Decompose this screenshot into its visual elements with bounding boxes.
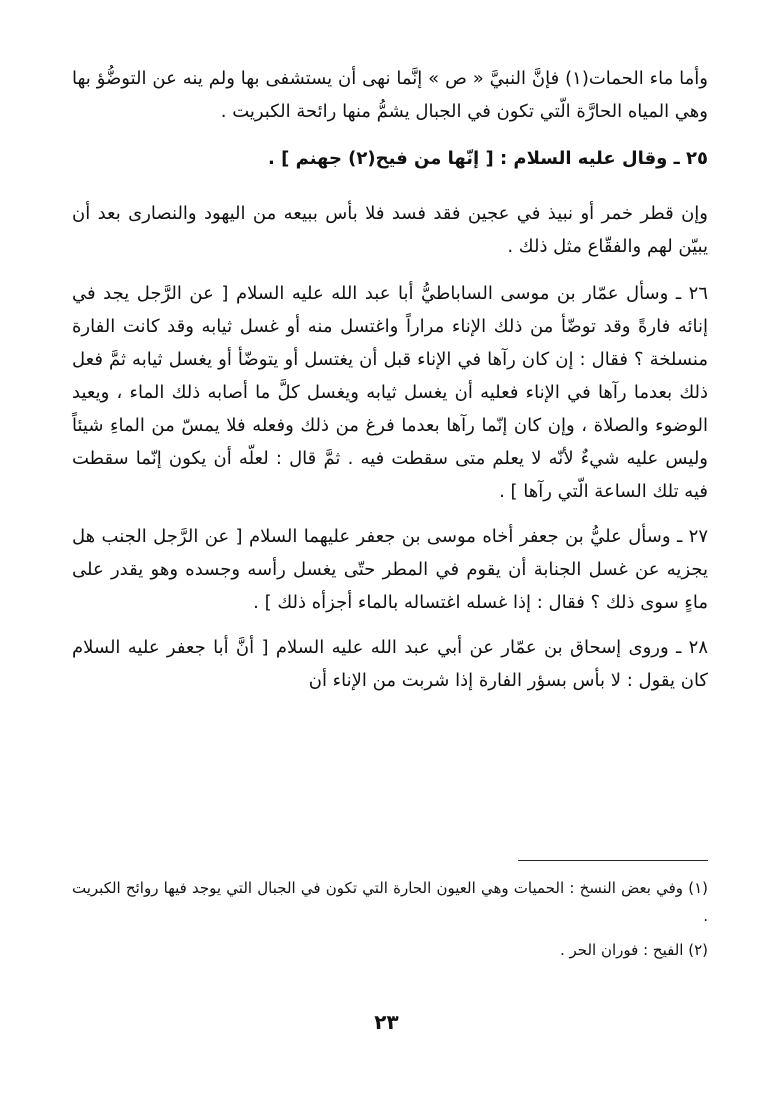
paragraph-hot-springs: وأما ماء الحمات(١) فإنَّ النبيَّ « ص » إنَّما نهى أن يستشفى بها ولم ينه عن التوضُّؤ بها وهي المياه الحارَّة الّتي تكون في الجبال يشمُّ منها رائحة الكبريت . — [72, 68, 708, 122]
paragraph-hadith-27: ٢٧ ـ وسأل عليُّ بن جعفر أخاه موسى بن جعفر عليهما السلام [ عن الرَّجل الجنب هل يجزيه عن غسل الجنابة أن يقوم في المطر حتّى يغسل رأسه وجسده وهو يقدر على ماءٍ سوى ذلك ؟ فقال : إذا غسله اغتساله بالماء أجزأه ذلك ] . — [72, 526, 708, 613]
footnote-1: (١) وفي بعض النسخ : الحميات وهي العيون الحارة التي تكون في الجبال التي يوجد فيها روائح الكبريت . — [72, 879, 708, 925]
paragraph-hadith-26: ٢٦ ـ وسأل عمّار بن موسى الساباطيُّ أبا عبد الله عليه السلام [ عن الرَّجل يجد في إنائه فارةً وقد توضّأ من ذلك الإناء مراراً واغتسل منه أو غسل ثيابه وقد كانت الفارة منسلخة ؟ فقال : إن كان رآها في الإناء قبل أن يغتسل أو يتوضّأ أو يغسل ثيابه ثمَّ فعل ذلك بعدما رآها في الإناء فعليه أن يغسل ثيابه ويغسل كلَّ ما أصابه ذلك الماء ، ويعيد الوضوء والصلاة ، وإن كان إنّما رآها بعدما فرغ من ذلك وفعله فلا يمسّ من الماءِ شيئاً وليس عليه شيءٌ لأنّه لا يعلم متى سقطت فيه . ثمَّ قال : لعلّه أن يكون إنّما سقطت فيه تلك الساعة الّتي رآها ] . — [72, 283, 708, 502]
footnote-2: (٢) الفيح : فوران الحر . — [559, 941, 708, 959]
page-number: ٢٣ — [374, 1010, 399, 1034]
footnotes — [72, 874, 708, 970]
paragraph-wine-dough: وإن قطر خمر أو نبيذ في عجين فقد فسد فلا بأس ببيعه من اليهود والنصارى بعد أن يبيّن لهم والفقّاع مثل ذلك . — [72, 203, 708, 257]
page-body — [72, 48, 708, 959]
footnote-divider — [518, 860, 708, 861]
paragraph-hadith-28: ٢٨ ـ وروى إسحاق بن عمّار عن أبي عبد الله عليه السلام [ أنَّ أبا جعفر عليه السلام كان يقول : لا بأس بسؤر الفارة إذا شربت من الإناء أن — [72, 637, 708, 691]
paragraph-hadith-25: ٢٥ ـ وقال عليه السلام : [ إنّها من فيح(٢) جهنم ] . — [268, 148, 708, 169]
